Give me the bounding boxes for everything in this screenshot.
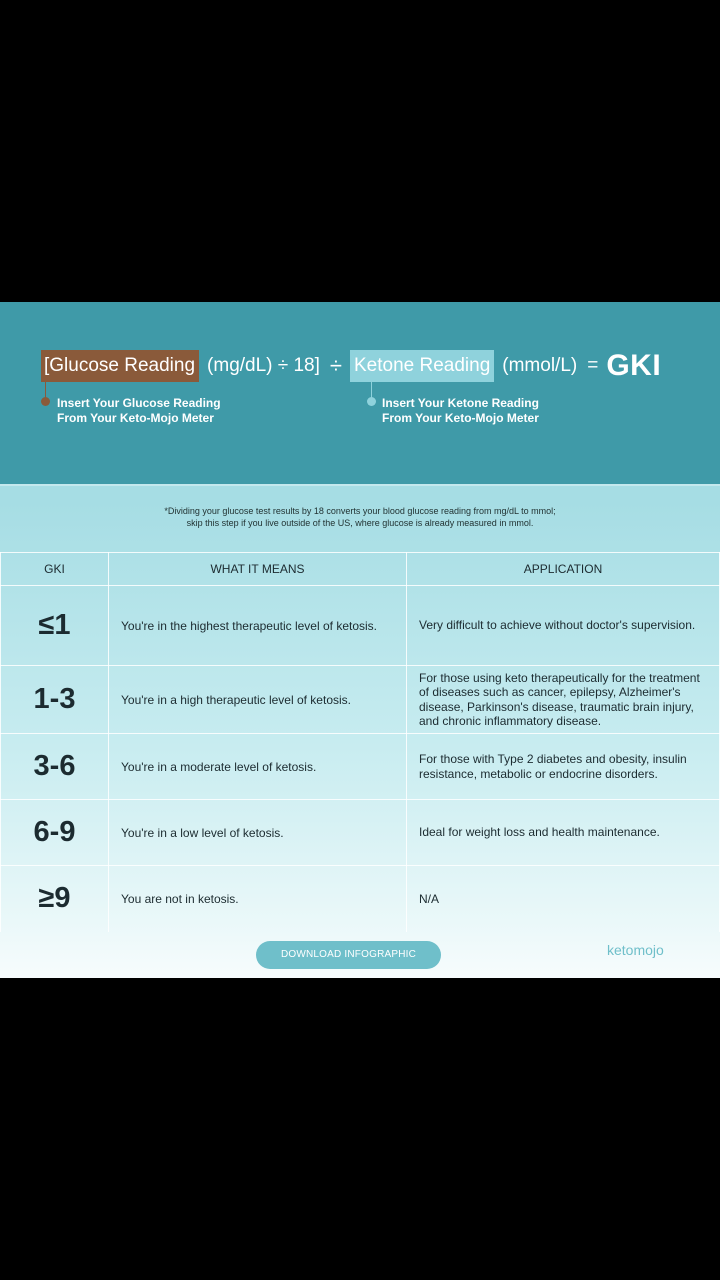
glucose-hint bbox=[57, 396, 221, 425]
application-cell: For those with Type 2 diabetes and obesity, insulin resistance, metabolic or endocrine disorders. bbox=[407, 734, 720, 800]
glucose-reading-box: [Glucose Reading bbox=[41, 350, 199, 382]
keto-mojo-logo[interactable]: ketomojo bbox=[607, 942, 664, 958]
table-row bbox=[1, 586, 720, 666]
header-application: APPLICATION bbox=[407, 553, 720, 586]
ketone-reading-box: Ketone Reading bbox=[350, 350, 494, 382]
gki-table bbox=[0, 552, 720, 932]
ketone-hint bbox=[382, 396, 539, 425]
gki-value: ≤1 bbox=[1, 586, 109, 666]
ketone-connector-dot bbox=[367, 397, 376, 406]
ketone-hint-line1: Insert Your Ketone Reading bbox=[382, 396, 539, 410]
table-row bbox=[1, 866, 720, 932]
table-row bbox=[1, 800, 720, 866]
meaning-cell: You are not in ketosis. bbox=[109, 866, 407, 932]
gki-formula bbox=[41, 350, 661, 382]
gki-value: ≥9 bbox=[1, 866, 109, 932]
glucose-connector-dot bbox=[41, 397, 50, 406]
footnote-line1: *Dividing your glucose test results by 18 converts your blood glucose reading from mg/dL to mmol; bbox=[164, 506, 556, 516]
table-header-row bbox=[1, 553, 720, 586]
divide-sign: ÷ bbox=[329, 353, 342, 378]
application-cell: Ideal for weight loss and health maintenance. bbox=[407, 800, 720, 866]
application-cell: Very difficult to achieve without doctor's supervision. bbox=[407, 586, 720, 666]
gki-result: GKI bbox=[606, 349, 662, 382]
application-cell: For those using keto therapeutically for the treatment of diseases such as cancer, epilepsy, Alzheimer's disease, Parkinson's disease, traumatic brain injury, and chronic inflammatory disease. bbox=[407, 666, 720, 734]
download-infographic-button[interactable]: DOWNLOAD INFOGRAPHIC bbox=[256, 941, 441, 969]
glucose-hint-line1: Insert Your Glucose Reading bbox=[57, 396, 221, 410]
formula-band bbox=[0, 302, 720, 486]
footnote-line2: skip this step if you live outside of the US, where glucose is already measured in mmol. bbox=[186, 518, 534, 528]
equals-sign: = bbox=[587, 355, 599, 376]
meaning-cell: You're in a high therapeutic level of ketosis. bbox=[109, 666, 407, 734]
table-row bbox=[1, 666, 720, 734]
ketone-unit: (mmol/L) bbox=[502, 355, 578, 376]
glucose-hint-line2: From Your Keto-Mojo Meter bbox=[57, 410, 214, 425]
header-gki: GKI bbox=[1, 553, 109, 586]
glucose-unit: (mg/dL) ÷ 18] bbox=[207, 355, 320, 376]
gki-value: 1-3 bbox=[1, 666, 109, 734]
gki-value: 3-6 bbox=[1, 734, 109, 800]
header-what-it-means: WHAT IT MEANS bbox=[109, 553, 407, 586]
ketone-hint-line2: From Your Keto-Mojo Meter bbox=[382, 410, 539, 425]
application-cell: N/A bbox=[407, 866, 720, 932]
gki-value: 6-9 bbox=[1, 800, 109, 866]
meaning-cell: You're in a low level of ketosis. bbox=[109, 800, 407, 866]
gki-infographic bbox=[0, 302, 720, 978]
meaning-cell: You're in a moderate level of ketosis. bbox=[109, 734, 407, 800]
meaning-cell: You're in the highest therapeutic level of ketosis. bbox=[109, 586, 407, 666]
footnote bbox=[0, 505, 720, 529]
table-row bbox=[1, 734, 720, 800]
